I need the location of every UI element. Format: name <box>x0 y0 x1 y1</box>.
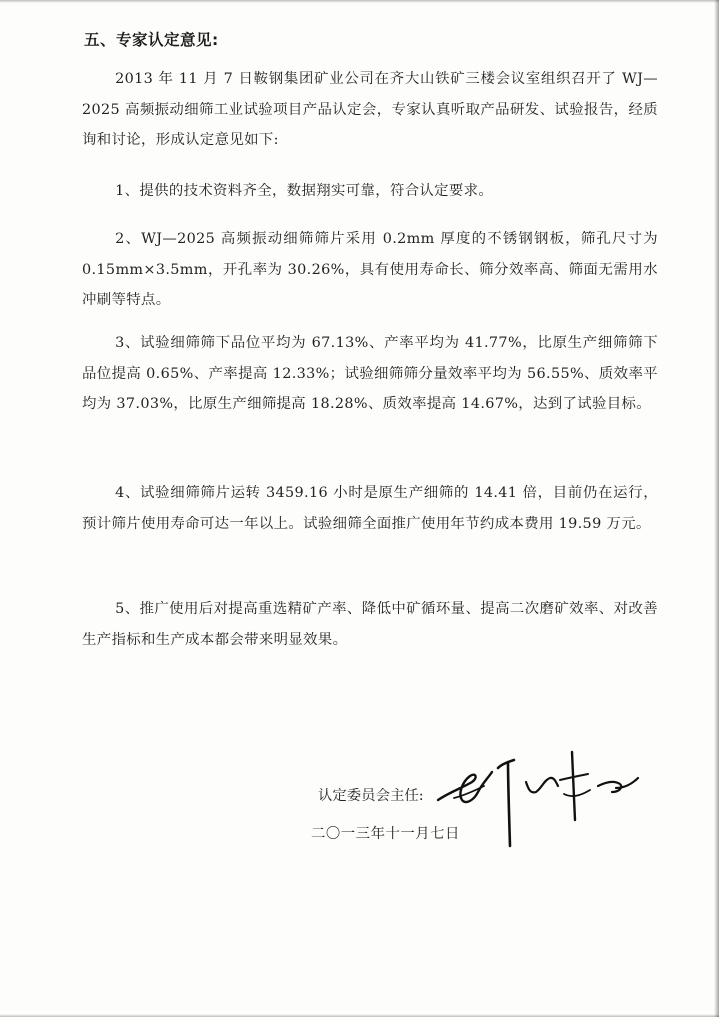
intro-paragraph: 2013 年 11 月 7 日鞍钢集团矿业公司在齐大山铁矿三楼会议室组织召开了 WJ—2025 高频振动细筛工业试验项目产品认定会，专家认真听取产品研发、试验报告，经质询和讨论，形成认定意见如下: <box>82 71 658 148</box>
handwritten-signature-icon <box>432 742 642 852</box>
signature-date: 二〇一三年十一月七日 <box>311 826 460 842</box>
scan-edge-right <box>714 0 719 1017</box>
opinion-item-4: 4、试验细筛筛片运转 3459.16 小时是原生产细筛的 14.41 倍，目前仍在运行，预计筛片使用寿命可达一年以上。试验细筛全面推广使用年节约成本费用 19.59 万元。 <box>82 485 658 532</box>
section-heading: 五、专家认定意见: <box>84 31 219 49</box>
committee-chair-label: 认定委员会主任: <box>318 788 424 804</box>
opinion-item-3: 3、试验细筛筛下品位平均为 67.13%、产率平均为 41.77%，比原生产细筛筛下品位提高 0.65%、产率提高 12.33%；试验细筛筛分量效率平均为 56.55%、质效率平均为 37.03%，比原生产细筛提高 18.28%、质效率提高 14.67%，达到了试验目标。 <box>82 335 658 412</box>
opinion-item-2: 2、WJ—2025 高频振动细筛筛片采用 0.2mm 厚度的不锈钢钢板，筛孔尺寸为 0.15mm×3.5mm，开孔率为 30.26%，具有使用寿命长、筛分效率高、筛面无需用水冲刷等特点。 <box>82 231 658 308</box>
scan-edge-top <box>0 0 719 3</box>
opinion-item-1: 1、提供的技术资料齐全，数据翔实可靠，符合认定要求。 <box>115 183 494 199</box>
opinion-item-5: 5、推广使用后对提高重选精矿产率、降低中矿循环量、提高二次磨矿效率、对改善生产指标和生产成本都会带来明显效果。 <box>82 601 658 648</box>
